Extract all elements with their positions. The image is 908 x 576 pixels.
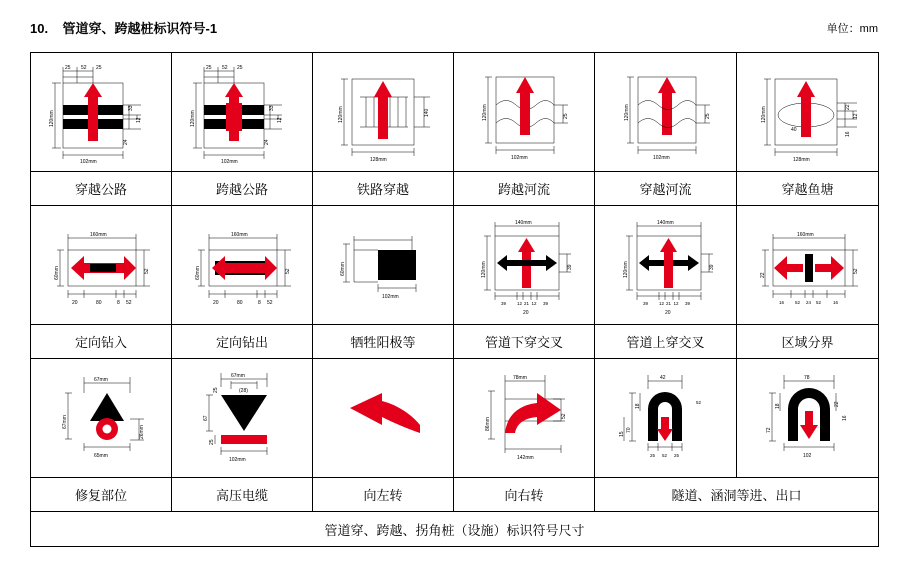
figure-cell-pipeline-under-crossing (454, 206, 595, 325)
svg-text:22: 22 (844, 104, 851, 110)
svg-text:52: 52 (794, 300, 800, 305)
svg-text:33: 33 (269, 105, 275, 111)
svg-text:39: 39 (642, 301, 648, 306)
svg-text:86mm: 86mm (485, 417, 491, 431)
figure-cell-road-overpass (172, 53, 313, 172)
svg-text:67mm: 67mm (231, 373, 245, 379)
svg-text:120mm: 120mm (49, 110, 55, 127)
svg-text:22: 22 (759, 272, 766, 278)
figure-cell-pipeline-over-crossing (595, 206, 737, 325)
svg-text:102mm: 102mm (382, 294, 399, 300)
svg-text:21: 21 (524, 301, 530, 306)
svg-text:52: 52 (222, 65, 228, 71)
caption-turn-right: 向右转 (454, 478, 595, 512)
svg-text:(28): (28) (239, 388, 248, 394)
svg-text:20: 20 (523, 310, 529, 316)
symbol-table (30, 52, 879, 547)
svg-text:142mm: 142mm (517, 455, 534, 461)
svg-text:52: 52 (267, 300, 273, 306)
figure-cell-sacrificial-anode (313, 206, 454, 325)
svg-text:12: 12 (531, 301, 537, 306)
svg-text:25: 25 (213, 387, 219, 393)
svg-text:102: 102 (802, 453, 811, 459)
svg-text:18: 18 (774, 403, 781, 409)
svg-text:128mm: 128mm (792, 157, 810, 163)
caption-repair-location: 修复部位 (31, 478, 172, 512)
figure-cell-fishpond-crossing (737, 53, 879, 172)
svg-text:102mm: 102mm (80, 159, 97, 165)
svg-text:20: 20 (664, 310, 671, 316)
svg-text:20: 20 (72, 300, 78, 306)
svg-text:160mm: 160mm (231, 232, 248, 238)
svg-text:25: 25 (563, 113, 569, 119)
svg-text:25: 25 (65, 65, 71, 71)
caption-pipeline-over-crossing: 管道上穿交叉 (595, 325, 737, 359)
svg-text:52: 52 (126, 300, 132, 306)
svg-text:33: 33 (128, 105, 134, 111)
figure-cell-river-crossing (595, 53, 737, 172)
caption-row (31, 172, 879, 206)
svg-text:120mm: 120mm (190, 110, 196, 127)
svg-text:80: 80 (96, 300, 102, 306)
svg-text:78: 78 (803, 375, 810, 381)
svg-text:160mm: 160mm (796, 232, 814, 238)
figure-cell-turn-left (313, 359, 454, 478)
table-row (31, 206, 879, 325)
figure-cell-area-boundary (737, 206, 879, 325)
svg-text:52: 52 (661, 453, 667, 458)
svg-text:16: 16 (844, 131, 851, 137)
caption-drill-out: 定向钻出 (172, 325, 313, 359)
svg-text:140mm: 140mm (515, 220, 532, 226)
svg-text:39: 39 (567, 264, 573, 270)
svg-text:24: 24 (123, 139, 129, 145)
table-row (31, 359, 879, 478)
svg-text:25: 25 (673, 453, 679, 458)
svg-text:24: 24 (805, 300, 811, 305)
figure-cell-road-crossing (31, 53, 172, 172)
svg-text:39: 39 (708, 264, 715, 270)
svg-text:78mm: 78mm (513, 375, 527, 381)
svg-text:160mm: 160mm (90, 232, 107, 238)
svg-text:52: 52 (815, 300, 821, 305)
figure-cell-tunnel-entrance (595, 359, 737, 478)
svg-text:26mm: 26mm (139, 425, 145, 439)
svg-text:39: 39 (684, 301, 690, 306)
table-footer-label: 管道穿、跨越、拐角桩（设施）标识符号尺寸 (31, 512, 879, 547)
svg-text:8: 8 (117, 300, 120, 306)
figure-cell-river-overpass (454, 53, 595, 172)
svg-text:12: 12 (673, 301, 679, 306)
svg-text:80: 80 (237, 300, 243, 306)
caption-tunnel-entrance-exit: 隧道、涵洞等进、出口 (595, 478, 879, 512)
caption-road-crossing: 穿越公路 (31, 172, 172, 206)
figure-cell-repair-location (31, 359, 172, 478)
caption-railway-crossing: 铁路穿越 (313, 172, 454, 206)
section-number: 10. (30, 21, 49, 36)
svg-text:67mm: 67mm (94, 377, 108, 383)
svg-text:8: 8 (258, 300, 261, 306)
caption-pipeline-under-crossing: 管道下穿交叉 (454, 325, 595, 359)
svg-text:102mm: 102mm (221, 159, 238, 165)
figure-cell-railway-crossing (313, 53, 454, 172)
figure-cell-drill-in (31, 206, 172, 325)
svg-text:25: 25 (206, 65, 212, 71)
svg-text:60mm: 60mm (54, 266, 60, 280)
svg-text:42: 42 (659, 375, 666, 381)
svg-text:39: 39 (543, 301, 549, 306)
svg-text:20: 20 (213, 300, 219, 306)
svg-text:52: 52 (81, 65, 87, 71)
svg-text:102mm: 102mm (511, 155, 528, 161)
caption-drill-in: 定向钻入 (31, 325, 172, 359)
caption-row (31, 325, 879, 359)
figure-cell-tunnel-exit (737, 359, 879, 478)
svg-text:60mm: 60mm (340, 262, 346, 276)
svg-text:39: 39 (501, 301, 507, 306)
svg-text:67mm: 67mm (62, 415, 68, 429)
caption-road-overpass: 跨越公路 (172, 172, 313, 206)
caption-high-voltage-cable: 高压电缆 (172, 478, 313, 512)
svg-text:52: 52 (144, 268, 150, 274)
svg-text:12: 12 (658, 301, 664, 306)
svg-text:65mm: 65mm (94, 453, 108, 459)
svg-text:40: 40 (790, 127, 797, 133)
unit-label: 单位：mm (826, 23, 878, 35)
caption-sacrificial-anode: 牺牲阳极等 (313, 325, 454, 359)
svg-text:128mm: 128mm (370, 157, 387, 163)
svg-text:72: 72 (765, 427, 772, 433)
svg-text:25: 25 (96, 65, 102, 71)
svg-text:67: 67 (203, 415, 209, 421)
svg-text:21: 21 (665, 301, 671, 306)
svg-text:52: 52 (852, 268, 859, 274)
caption-fishpond-crossing: 穿越鱼塘 (737, 172, 879, 206)
caption-turn-left: 向左转 (313, 478, 454, 512)
svg-text:12: 12 (852, 113, 859, 119)
svg-text:16: 16 (832, 300, 838, 305)
svg-text:25: 25 (649, 453, 655, 458)
svg-text:102mm: 102mm (229, 457, 246, 463)
svg-text:15: 15 (618, 431, 625, 437)
svg-text:60mm: 60mm (195, 266, 201, 280)
svg-text:120mm: 120mm (481, 261, 487, 278)
svg-text:102mm: 102mm (652, 155, 670, 161)
svg-text:22: 22 (833, 401, 840, 407)
caption-river-overpass: 跨越河流 (454, 172, 595, 206)
svg-text:120mm: 120mm (760, 106, 767, 123)
svg-text:120mm: 120mm (482, 104, 488, 121)
figure-cell-high-voltage-cable (172, 359, 313, 478)
svg-text:52: 52 (695, 400, 701, 405)
svg-text:12: 12 (277, 117, 283, 123)
caption-row (31, 478, 879, 512)
table-row (31, 53, 879, 172)
caption-area-boundary: 区域分界 (737, 325, 879, 359)
svg-text:12: 12 (517, 301, 523, 306)
figure-cell-turn-right (454, 359, 595, 478)
svg-text:12: 12 (136, 117, 142, 123)
svg-text:52: 52 (561, 413, 567, 419)
svg-text:140mm: 140mm (656, 220, 674, 226)
svg-text:120mm: 120mm (622, 261, 629, 278)
svg-text:25: 25 (704, 113, 711, 119)
svg-text:140: 140 (424, 108, 430, 117)
svg-text:25: 25 (209, 439, 215, 445)
svg-text:120mm: 120mm (623, 104, 630, 121)
svg-text:25: 25 (237, 65, 243, 71)
svg-text:24: 24 (264, 139, 270, 145)
caption-river-crossing: 穿越河流 (595, 172, 737, 206)
svg-text:16: 16 (778, 300, 784, 305)
svg-text:18: 18 (634, 403, 641, 409)
svg-text:16: 16 (841, 415, 848, 421)
footer-row (31, 512, 879, 547)
figure-cell-drill-out (172, 206, 313, 325)
svg-text:120mm: 120mm (338, 106, 344, 123)
svg-text:52: 52 (285, 268, 291, 274)
page-title: 管道穿、跨越桩标识符号-1 (62, 21, 218, 36)
page-title-row (30, 18, 878, 38)
svg-text:70: 70 (625, 427, 632, 433)
